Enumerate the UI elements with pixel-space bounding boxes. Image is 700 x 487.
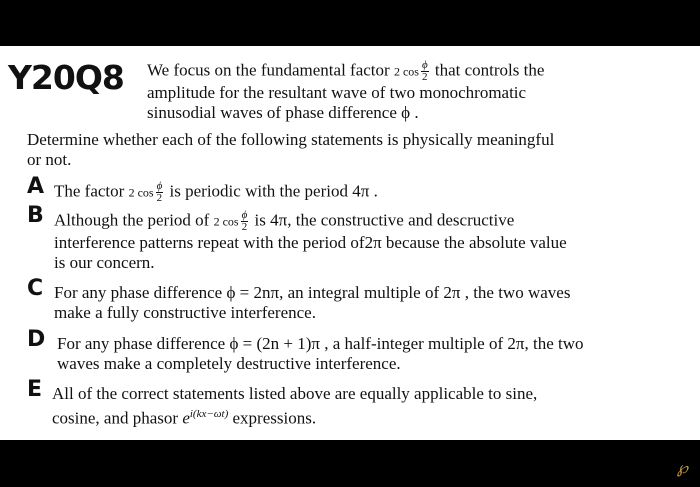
intro-factor-fraction xyxy=(421,60,429,83)
corner-mark-icon: ℘ xyxy=(676,460,688,477)
statement-e-line-2 xyxy=(52,404,692,429)
statement-b xyxy=(54,210,694,273)
statement-b-letter: B xyxy=(27,203,44,228)
statement-a-letter: A xyxy=(27,174,45,199)
statement-e xyxy=(52,384,692,429)
statement-d xyxy=(57,334,697,374)
instruction-line-2: or not. xyxy=(27,150,72,169)
statement-c-letter: C xyxy=(27,276,44,301)
intro-line-1 xyxy=(147,60,687,83)
statement-d-line-1: For any phase difference ϕ = (2n + 1)π , a half-integer multiple of 2π, the two xyxy=(57,334,584,353)
bottom-black-bar xyxy=(0,440,700,487)
statement-a-numerator: ϕ xyxy=(156,180,163,192)
statement-b-pre: Although the period of xyxy=(54,210,210,230)
statement-e-letter: E xyxy=(27,377,43,402)
statement-d-line-2: waves make a completely destructive interference. xyxy=(57,354,401,373)
statement-d-letter: D xyxy=(27,327,46,352)
intro-factor-denominator: 2 xyxy=(422,71,428,83)
statement-b-coef: 2 cos xyxy=(213,214,239,229)
statement-b-denominator: 2 xyxy=(241,221,248,233)
question-code: Y20Q8 xyxy=(8,58,124,97)
statement-e-line-1: All of the correct statements listed above are equally applicable to sine, xyxy=(52,384,538,403)
statement-b-line-2: interference patterns repeat with the period of2π because the absolute value xyxy=(54,233,567,252)
statement-c-line-1: For any phase difference ϕ = 2nπ, an integral multiple of 2π , the two waves xyxy=(54,283,571,302)
intro-paragraph xyxy=(147,60,687,123)
intro-pre-text: We focus on the fundamental factor xyxy=(147,60,390,80)
phasor-exponent: i(kx−ωt) xyxy=(189,408,229,420)
statement-a-coef: 2 cos xyxy=(128,185,154,200)
statement-b-numerator: ϕ xyxy=(241,209,248,221)
intro-line-2: amplitude for the resultant wave of two monochromatic xyxy=(147,83,527,102)
statement-c xyxy=(54,283,694,323)
intro-factor-coef: 2 cos xyxy=(393,64,419,79)
statement-a xyxy=(54,181,684,204)
statement-a-fraction xyxy=(156,181,164,204)
statement-a-denominator: 2 xyxy=(156,192,163,204)
intro-factor-numerator: ϕ xyxy=(421,59,428,71)
phasor-base: e xyxy=(182,408,190,428)
statement-a-pre: The factor xyxy=(54,181,125,201)
statement-b-line-3: is our concern. xyxy=(54,253,155,272)
statement-b-post: is 4π, the constructive and descructive xyxy=(254,210,515,230)
instruction-line-1: Determine whether each of the following statements is physically meaningful xyxy=(27,130,555,149)
top-black-bar xyxy=(0,0,700,46)
statement-e-post: expressions. xyxy=(232,408,317,428)
statement-e-pre: cosine, and phasor xyxy=(52,408,179,428)
statement-b-line-1 xyxy=(54,210,694,233)
intro-post-text: that controls the xyxy=(434,60,545,80)
statement-c-line-2: make a fully constructive interference. xyxy=(54,303,316,322)
statement-b-fraction xyxy=(241,210,249,233)
statement-a-post: is periodic with the period 4π . xyxy=(169,181,378,201)
instruction xyxy=(27,130,687,170)
intro-line-3: sinusodial waves of phase difference ϕ . xyxy=(147,103,419,122)
